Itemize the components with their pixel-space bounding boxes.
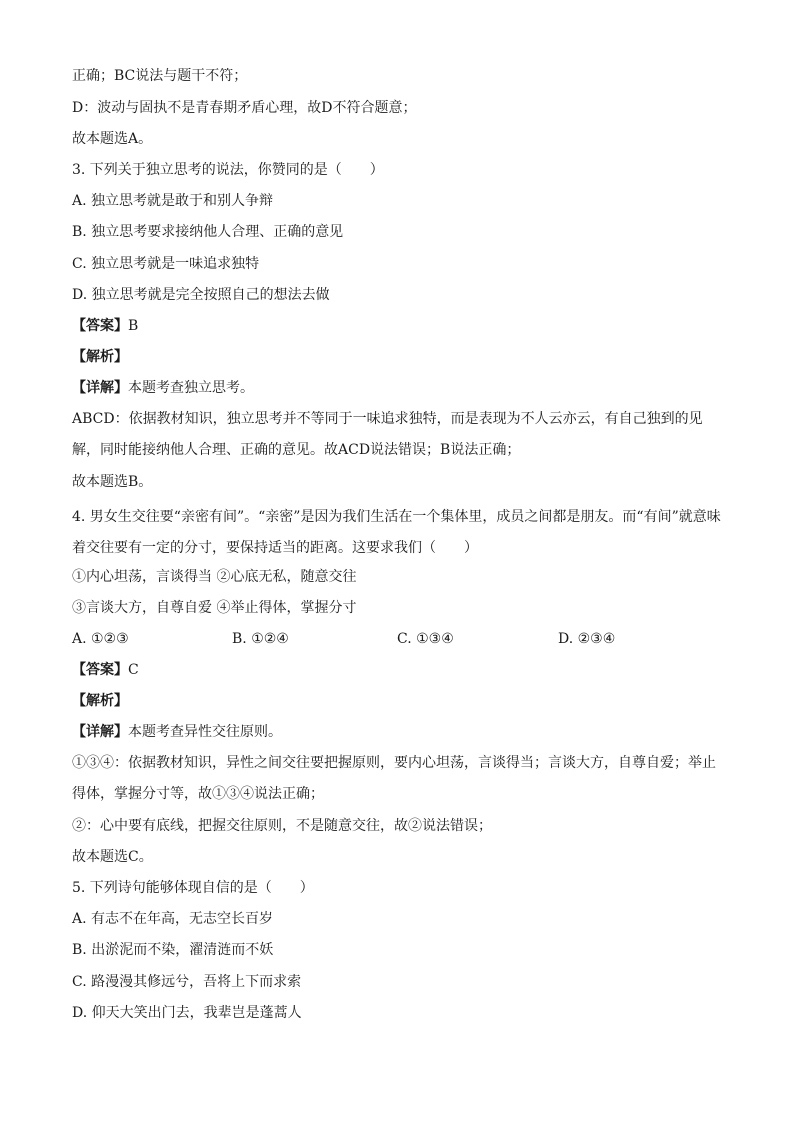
detail-tag: 【详解】 (72, 380, 128, 396)
question-4-option-a: A. ①②③ (72, 631, 129, 647)
question-4-option-c: C. ①③④ (397, 631, 454, 647)
answer-value: C (128, 662, 139, 678)
question-4-detail (72, 722, 722, 742)
question-5-option-d: D. 仰天大笑出门去，我辈岂是蓬蒿人 (72, 1005, 302, 1021)
question-3-detail (72, 378, 722, 398)
analysis-tag: 【解析】 (72, 693, 128, 709)
detail-tag: 【详解】 (72, 724, 128, 740)
question-4-explanation-1: ①③④：依据教材知识，异性之间交往要把握原则，要内心坦荡，言谈得当；言谈大方，自尊自爱；举止得体，掌握分寸等，故①③④说法正确； (72, 755, 716, 802)
question-3-option-a: A. 独立思考就是敢于和别人争辩 (72, 193, 274, 209)
question-3-stem: 3. 下列关于独立思考的说法，你赞同的是（ ） (72, 162, 384, 178)
answer-value: B (128, 318, 139, 334)
analysis-tag: 【解析】 (72, 349, 128, 365)
detail-text: 本题考查异性交往原则。 (128, 724, 282, 740)
question-4-stem: 4. 男女生交往要“亲密有间”。“亲密”是因为我们生活在一个集体里，成员之间都是朋友。而“有间”就意味着交往要有一定的分寸，要保持适当的距离。这要求我们（ ） (72, 509, 721, 556)
question-5-stem: 5. 下列诗句能够体现自信的是（ ） (72, 880, 314, 896)
question-4-option-b: B. ①②④ (232, 631, 289, 647)
question-4-explanation-2: ②：心中要有底线，把握交往原则，不是随意交往，故②说法错误； (72, 818, 492, 834)
question-3-option-c: C. 独立思考就是一味追求独特 (72, 256, 260, 272)
question-4-answer (72, 660, 722, 680)
question-4-option-d: D. ②③④ (558, 631, 616, 647)
question-5-option-c: C. 路漫漫其修远兮，吾将上下而求索 (72, 974, 302, 990)
question-3-option-d: D. 独立思考就是完全按照自己的想法去做 (72, 287, 330, 303)
text-line: 正确；BC说法与题干不符； (72, 68, 248, 84)
question-4-items-2: ③言谈大方，自尊自爱 ④举止得体，掌握分寸 (72, 600, 357, 616)
question-3-answer (72, 316, 722, 336)
question-4-options (72, 629, 722, 649)
question-3-option-b: B. 独立思考要求接纳他人合理、正确的意见 (72, 224, 344, 240)
text-line: D：波动与固执不是青春期矛盾心理，故D不符合题意； (72, 100, 417, 116)
question-5-option-a: A. 有志不在年高，无志空长百岁 (72, 911, 274, 927)
answer-tag: 【答案】 (72, 662, 128, 678)
question-4-items-1: ①内心坦荡，言谈得当 ②心底无私，随意交往 (72, 569, 357, 585)
question-3-explanation: ABCD：依据教材知识，独立思考并不等同于一味追求独特，而是表现为不人云亦云，有自己独到的见解，同时能接纳他人合理、正确的意见。故ACD说法错误；B说法正确； (72, 411, 703, 458)
answer-tag: 【答案】 (72, 318, 128, 334)
text-line: 故本题选A。 (72, 131, 153, 147)
detail-text: 本题考查独立思考。 (128, 380, 254, 396)
question-4-conclusion: 故本题选C。 (72, 849, 153, 865)
question-3-conclusion: 故本题选B。 (72, 474, 153, 490)
question-5-option-b: B. 出淤泥而不染，濯清涟而不妖 (72, 942, 274, 958)
